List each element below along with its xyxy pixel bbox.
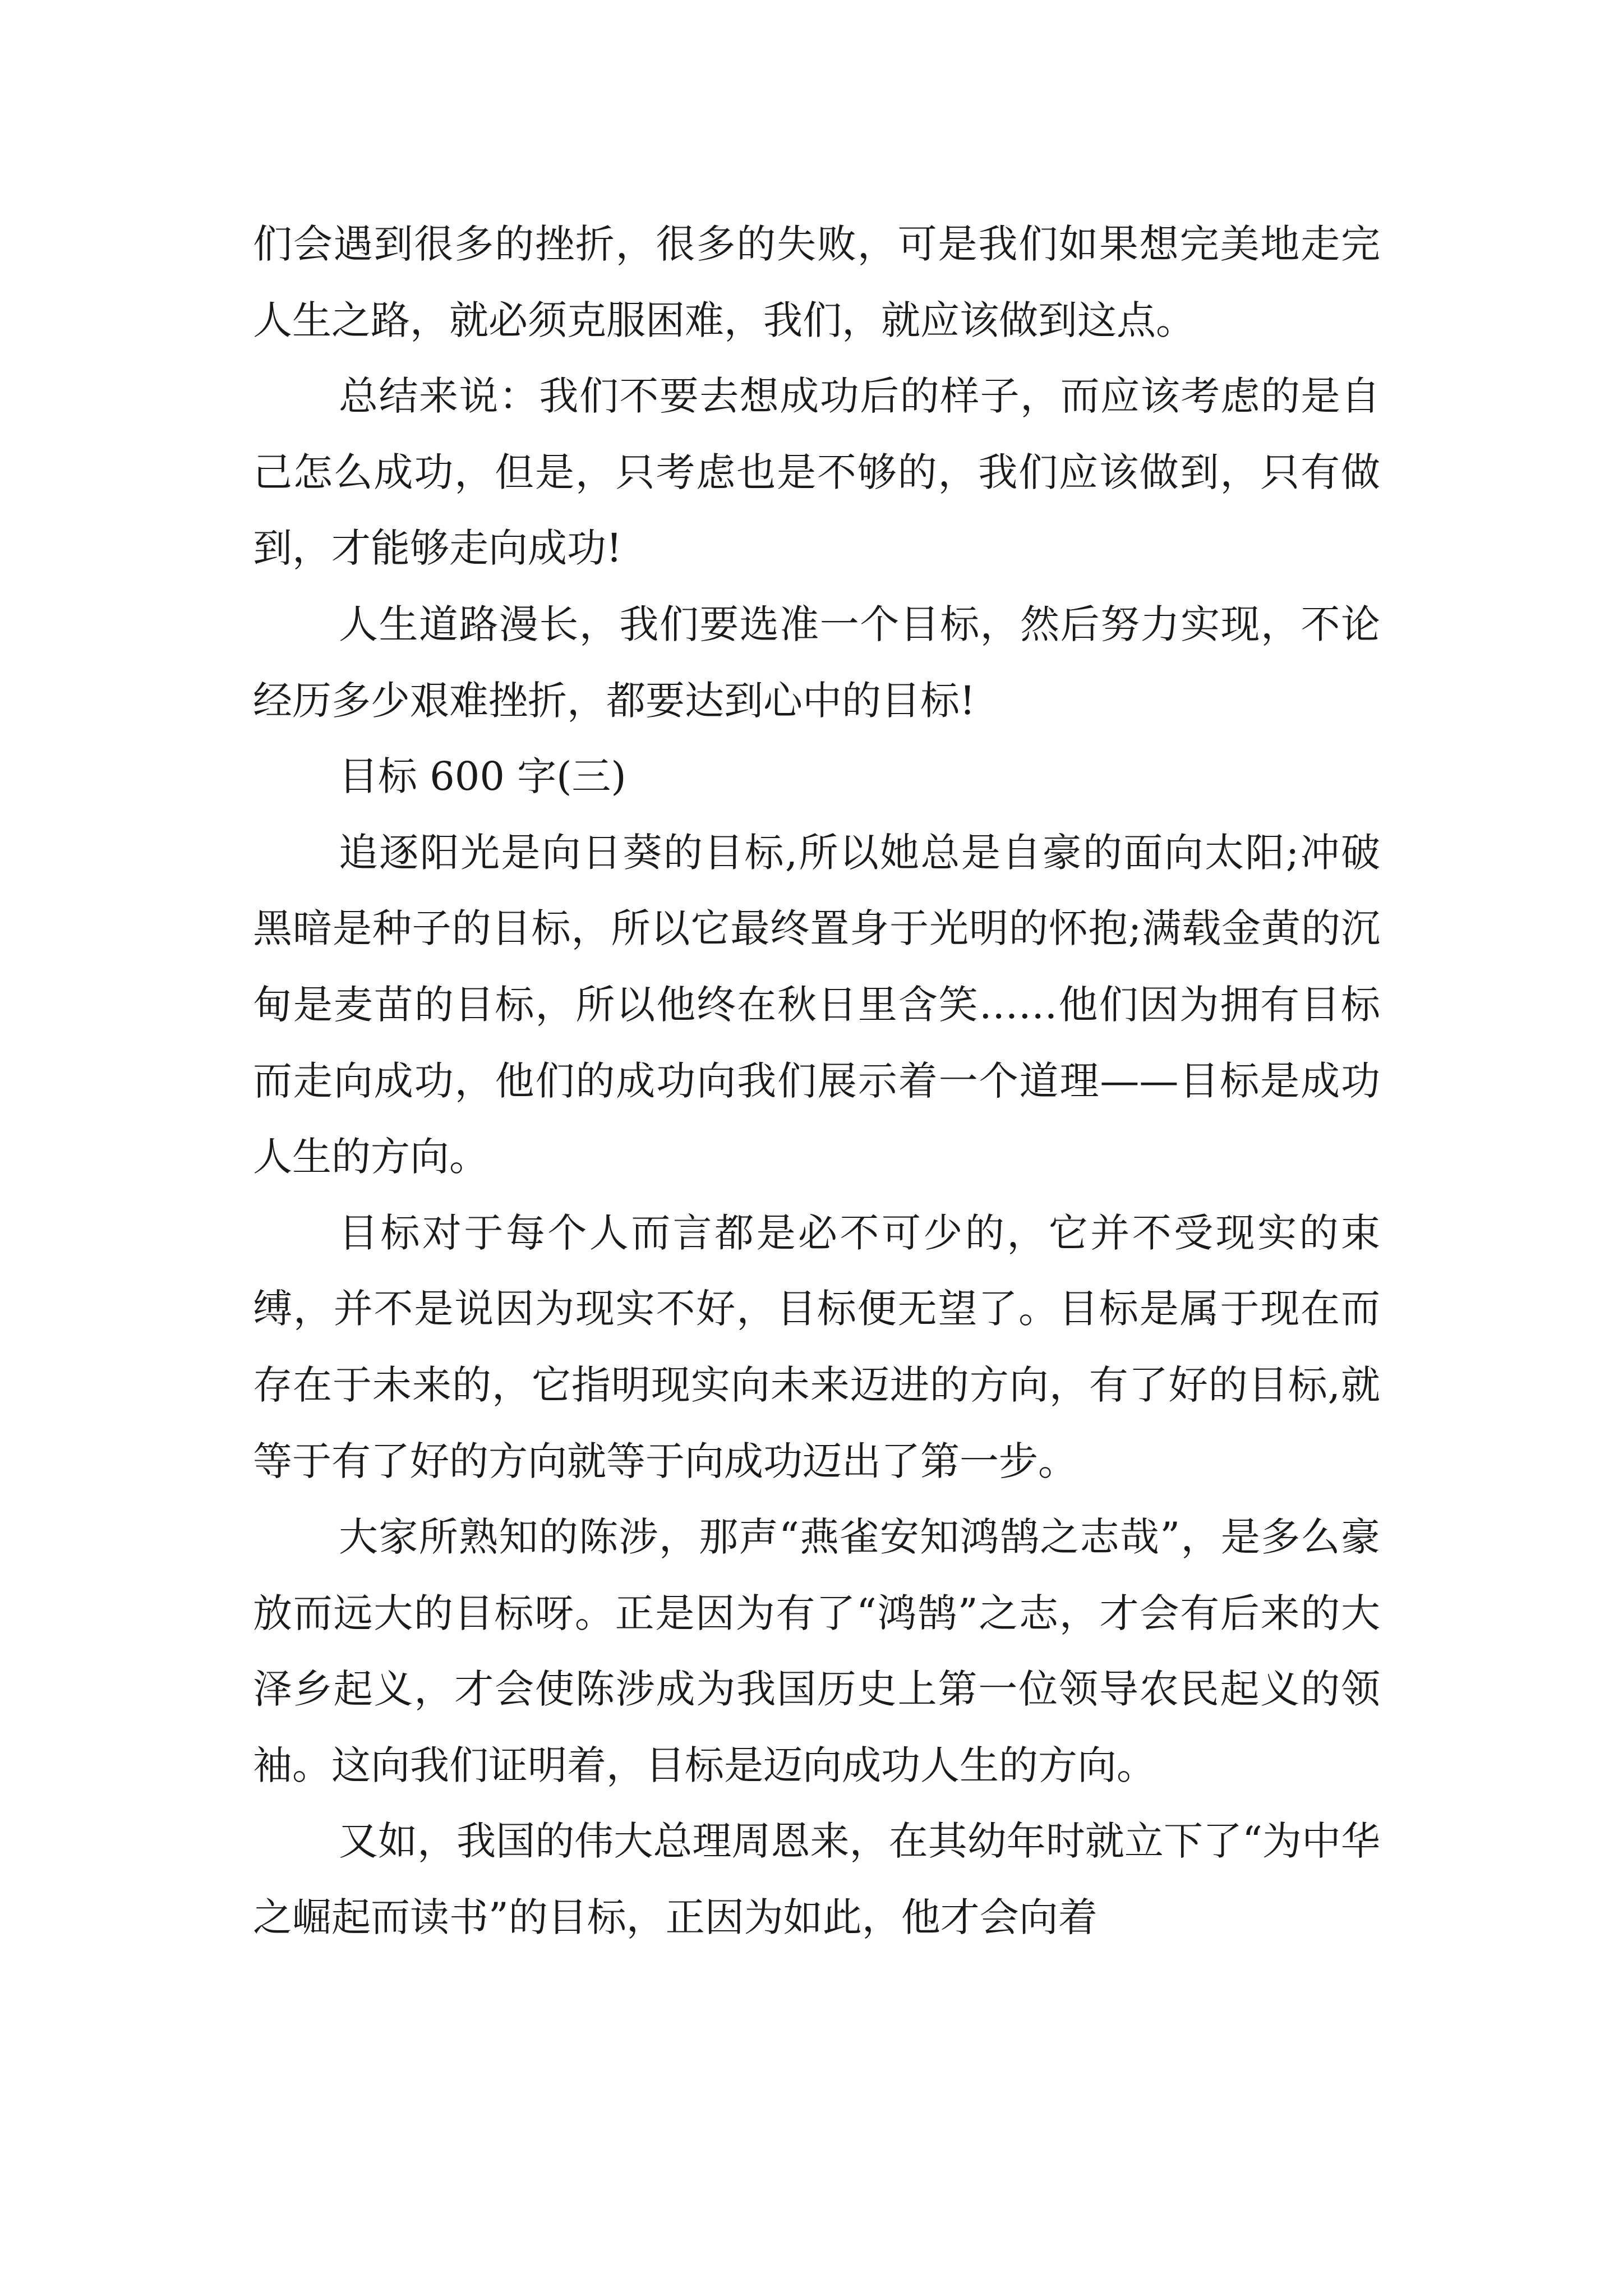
- paragraph-summary: 总结来说：我们不要去想成功后的样子，而应该考虑的是自己怎么成功，但是，只考虑也是不够的，我们应该做到，只有做到，才能够走向成功!: [253, 373, 1380, 572]
- paragraph-continuation: 们会遇到很多的挫折，很多的失败，可是我们如果想完美地走完人生之路，就必须克服困难，我们，就应该做到这点。: [253, 221, 1380, 343]
- section-heading: 目标 600 字(三): [339, 753, 626, 800]
- paragraph-zhou-enlai: 又如，我国的伟大总理周恩来，在其幼年时就立下了“为中华之崛起而读书”的目标，正因为如此，他才会向着: [253, 1818, 1380, 1941]
- document-body: [253, 206, 1380, 1956]
- paragraph-chen-she: 大家所熟知的陈涉，那声“燕雀安知鸿鹄之志哉”，是多么豪放而远大的目标呀。正是因为有了“鸿鹄”之志，才会有后来的大泽乡起义，才会使陈涉成为我国历史上第一位领导农民起义的领袖。这向我们证明着，目标是迈向成功人生的方向。: [253, 1514, 1380, 1788]
- paragraph-life-road: 人生道路漫长，我们要选准一个目标，然后努力实现，不论经历多少艰难挫折，都要达到心中的目标!: [253, 601, 1380, 724]
- paragraph-sunflower: 追逐阳光是向日葵的目标,所以她总是自豪的面向太阳;冲破黑暗是种子的目标，所以它最终置身于光明的怀抱;满载金黄的沉甸是麦苗的目标，所以他终在秋日里含笑……他们因为拥有目标而走向成功，他们的成功向我们展示着一个道理——目标是成功人生的方向。: [253, 829, 1380, 1180]
- paragraph-goal-importance: 目标对于每个人而言都是必不可少的，它并不受现实的束缚，并不是说因为现实不好，目标便无望了。目标是属于现在而存在于未来的，它指明现实向未来迈进的方向，有了好的目标,就等于有了好的方向就等于向成功迈出了第一步。: [253, 1209, 1380, 1484]
